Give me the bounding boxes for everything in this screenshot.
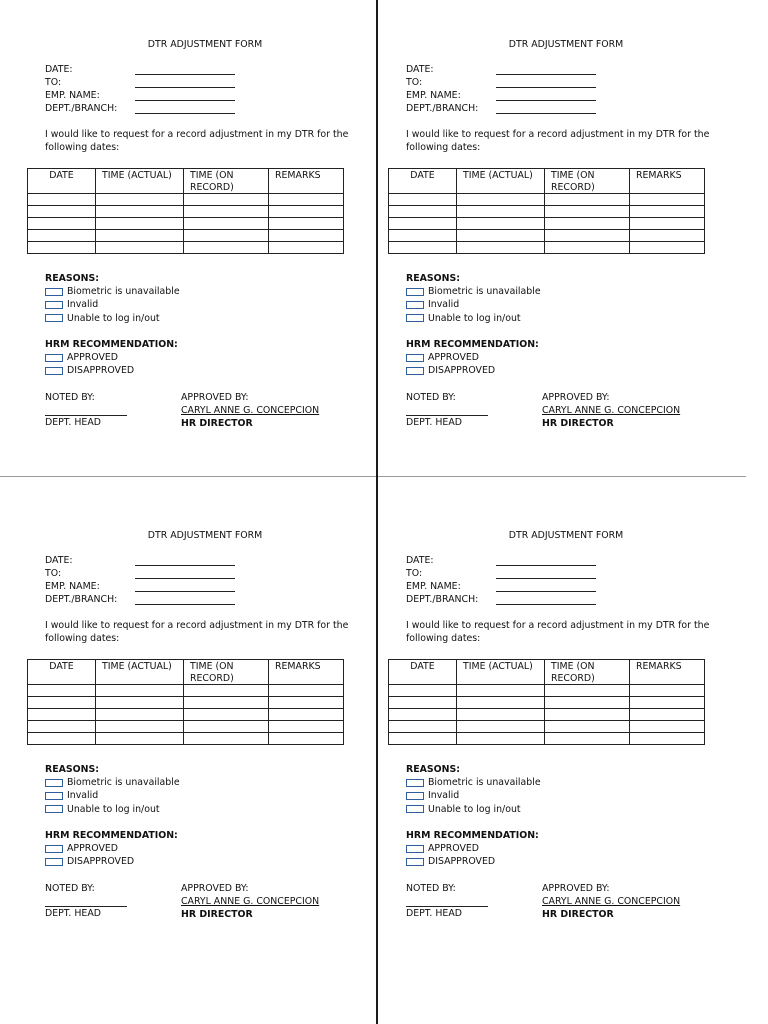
col-header-remarks: REMARKS [269,660,344,685]
reason-label-biometric: Biometric is unavailable [67,777,180,789]
table-cell[interactable] [96,685,184,697]
table-row [389,194,705,206]
reason-label-invalid: Invalid [428,790,460,802]
table-cell[interactable] [96,721,184,733]
adjustment-table [27,659,344,745]
checkbox-approved[interactable] [406,845,424,853]
table-row [389,697,705,709]
table-row [28,697,344,709]
table-row [389,709,705,721]
field-emp-name [406,580,596,593]
table-row [28,206,344,218]
table-row [28,218,344,230]
hrm-option-disapproved [45,364,365,377]
table-cell[interactable] [630,721,705,733]
table-cell[interactable] [545,697,630,709]
table-cell[interactable] [389,697,457,709]
table-cell[interactable] [269,721,344,733]
table-cell[interactable] [457,733,545,745]
approved-by-column [181,391,319,430]
vertical-cut-line [376,0,378,1024]
table-cell[interactable] [545,230,630,242]
table-cell[interactable] [630,206,705,218]
field-emp-name [45,89,235,102]
checkbox-invalid[interactable] [406,792,424,800]
table-cell[interactable] [184,206,269,218]
field-date [45,63,235,76]
field-to-label: TO: [406,77,423,88]
dept-head-label: DEPT. HEAD [45,908,101,919]
table-cell[interactable] [545,685,630,697]
table-cell[interactable] [184,242,269,254]
table-cell[interactable] [269,242,344,254]
table-cell[interactable] [28,685,96,697]
hrm-label-disapproved: DISAPPROVED [428,365,496,377]
table-cell[interactable] [28,218,96,230]
table-cell[interactable] [269,194,344,206]
field-dept-branch-line[interactable] [135,104,235,114]
table-cell[interactable] [630,242,705,254]
field-to [45,567,235,580]
table-row [28,230,344,242]
field-emp-name-line[interactable] [135,582,235,592]
table-header-row [389,169,705,194]
form-fields [45,63,235,115]
hrm-option-disapproved [45,855,365,868]
table-cell[interactable] [545,206,630,218]
form-title: DTR ADJUSTMENT FORM [147,530,263,541]
field-emp-name-label: EMP. NAME: [406,581,461,592]
field-emp-name [45,580,235,593]
table-cell[interactable] [269,230,344,242]
table-cell[interactable] [389,733,457,745]
table-cell[interactable] [28,697,96,709]
table-cell[interactable] [389,242,457,254]
reasons-title: REASONS: [45,764,99,775]
noted-by-column [45,391,127,429]
hrm-option-disapproved [406,855,726,868]
signature-block [406,391,726,431]
field-to-line[interactable] [496,78,596,88]
field-date-line[interactable] [496,65,596,75]
col-header-remarks: REMARKS [630,660,705,685]
table-cell[interactable] [184,721,269,733]
table-cell[interactable] [269,697,344,709]
field-dept-branch-label: DEPT./BRANCH: [406,594,479,605]
col-header-remarks: REMARKS [269,169,344,194]
checkbox-invalid[interactable] [45,301,63,309]
checkbox-disapproved[interactable] [45,858,63,866]
reason-option-unable-log [45,312,365,325]
form-title: DTR ADJUSTMENT FORM [508,530,624,541]
field-to [406,567,596,580]
table-cell[interactable] [389,218,457,230]
noted-by-signature-line[interactable] [45,404,127,416]
noted-by-label: NOTED BY: [406,883,456,894]
approver-title: HR DIRECTOR [542,418,614,429]
table-cell[interactable] [457,685,545,697]
adjustment-table [388,168,705,254]
reason-label-invalid: Invalid [67,299,99,311]
reasons-section [406,272,726,325]
noted-by-label: NOTED BY: [406,392,456,403]
checkbox-biometric[interactable] [406,779,424,787]
reason-option-invalid [406,789,726,802]
table-cell[interactable] [457,709,545,721]
table-cell[interactable] [269,733,344,745]
field-dept-branch-line[interactable] [496,595,596,605]
table-cell[interactable] [457,242,545,254]
checkbox-approved[interactable] [45,845,63,853]
col-header-remarks: REMARKS [630,169,705,194]
approver-title: HR DIRECTOR [181,418,253,429]
col-header-date: DATE [28,660,96,685]
table-row [389,230,705,242]
col-header-date: DATE [389,660,457,685]
col-header-time-record: TIME (ON RECORD) [545,660,630,685]
reason-option-biometric [406,285,726,298]
approved-by-label: APPROVED BY: [181,392,249,403]
field-to-label: TO: [406,568,423,579]
checkbox-unable-log[interactable] [406,805,424,813]
checkbox-unable-log[interactable] [406,314,424,322]
table-cell[interactable] [457,721,545,733]
table-cell[interactable] [630,709,705,721]
reason-option-invalid [45,298,365,311]
horizontal-cut-line-right [378,476,746,477]
field-emp-name-line[interactable] [496,91,596,101]
table-row [389,733,705,745]
field-emp-name-line[interactable] [135,91,235,101]
reasons-section [45,272,365,325]
field-emp-name-label: EMP. NAME: [45,581,100,592]
checkbox-invalid[interactable] [406,301,424,309]
hrm-option-approved [406,842,726,855]
table-cell[interactable] [184,733,269,745]
field-dept-branch [406,593,596,606]
hrm-recommendation-section [406,829,726,869]
field-dept-branch-line[interactable] [135,595,235,605]
reason-label-invalid: Invalid [67,790,99,802]
table-cell[interactable] [184,230,269,242]
table-cell[interactable] [457,697,545,709]
table-cell[interactable] [545,721,630,733]
col-header-time-record: TIME (ON RECORD) [545,169,630,194]
checkbox-unable-log[interactable] [45,805,63,813]
table-cell[interactable] [269,709,344,721]
field-emp-name-label: EMP. NAME: [45,90,100,101]
field-dept-branch-label: DEPT./BRANCH: [45,594,118,605]
hrm-recommendation-section [45,829,365,869]
field-date-label: DATE: [45,555,73,566]
table-row [389,242,705,254]
approved-by-label: APPROVED BY: [542,883,610,894]
noted-by-column [406,391,488,429]
request-intro-text: I would like to request for a record adjustment in my DTR for the following dates: [406,620,710,644]
adjustment-table [388,659,705,745]
approved-by-column [542,882,680,921]
field-date [406,554,596,567]
noted-by-signature-line[interactable] [406,404,488,416]
table-cell[interactable] [389,230,457,242]
reason-option-invalid [45,789,365,802]
table-header-row [28,169,344,194]
approver-name: CARYL ANNE G. CONCEPCION [542,896,681,907]
request-intro-text: I would like to request for a record adjustment in my DTR for the following dates: [45,620,349,644]
approver-name: CARYL ANNE G. CONCEPCION [181,405,320,416]
reason-label-invalid: Invalid [428,299,460,311]
table-cell[interactable] [28,242,96,254]
signature-block [406,882,726,922]
hrm-label-disapproved: DISAPPROVED [67,365,135,377]
table-cell[interactable] [389,206,457,218]
col-header-time-actual: TIME (ACTUAL) [457,660,545,685]
table-cell[interactable] [389,709,457,721]
table-cell[interactable] [28,230,96,242]
approved-by-column [181,882,319,921]
field-date-label: DATE: [406,64,434,75]
table-header-row [389,660,705,685]
table-row [389,218,705,230]
table-cell[interactable] [630,685,705,697]
table-cell[interactable] [630,733,705,745]
field-dept-branch-label: DEPT./BRANCH: [45,103,118,114]
table-cell[interactable] [96,242,184,254]
reasons-title: REASONS: [406,764,460,775]
reason-option-unable-log [406,312,726,325]
table-row [28,194,344,206]
hrm-option-approved [45,351,365,364]
table-cell[interactable] [28,206,96,218]
hrm-label-disapproved: DISAPPROVED [67,856,135,868]
reason-option-biometric [45,285,365,298]
hrm-option-approved [45,842,365,855]
field-date-line[interactable] [496,556,596,566]
field-to-label: TO: [45,568,62,579]
form-fields [45,554,235,606]
dept-head-label: DEPT. HEAD [406,908,462,919]
table-cell[interactable] [457,206,545,218]
field-emp-name-line[interactable] [496,582,596,592]
table-row [28,685,344,697]
reason-option-unable-log [45,803,365,816]
checkbox-disapproved[interactable] [406,858,424,866]
field-emp-name [406,89,596,102]
table-cell[interactable] [96,194,184,206]
field-dept-branch [45,102,235,115]
table-cell[interactable] [28,733,96,745]
field-date-line[interactable] [135,65,235,75]
table-cell[interactable] [96,697,184,709]
checkbox-invalid[interactable] [45,792,63,800]
field-date-label: DATE: [45,64,73,75]
table-cell[interactable] [630,194,705,206]
field-date-label: DATE: [406,555,434,566]
table-row [28,709,344,721]
reasons-section [406,763,726,816]
reasons-title: REASONS: [45,273,99,284]
table-cell[interactable] [269,218,344,230]
checkbox-biometric[interactable] [45,779,63,787]
field-to-line[interactable] [496,569,596,579]
noted-by-signature-line[interactable] [45,895,127,907]
field-emp-name-label: EMP. NAME: [406,90,461,101]
table-row [28,733,344,745]
horizontal-cut-line-left [0,476,376,477]
table-cell[interactable] [96,218,184,230]
table-cell[interactable] [545,218,630,230]
field-date-line[interactable] [135,556,235,566]
table-cell[interactable] [457,218,545,230]
noted-by-signature-line[interactable] [406,895,488,907]
hrm-label-approved: APPROVED [67,352,119,364]
table-row [28,721,344,733]
field-to-line[interactable] [135,569,235,579]
col-header-time-actual: TIME (ACTUAL) [96,660,184,685]
noted-by-column [45,882,127,920]
table-row [28,242,344,254]
signature-block [45,882,365,922]
form-title: DTR ADJUSTMENT FORM [147,39,263,50]
table-cell[interactable] [96,709,184,721]
hrm-title: HRM RECOMMENDATION: [45,830,178,841]
reason-label-unable-log: Unable to log in/out [428,803,521,815]
table-row [389,721,705,733]
field-dept-branch-line[interactable] [496,104,596,114]
reasons-title: REASONS: [406,273,460,284]
field-date [45,554,235,567]
hrm-label-disapproved: DISAPPROVED [428,856,496,868]
hrm-title: HRM RECOMMENDATION: [45,339,178,350]
checkbox-unable-log[interactable] [45,314,63,322]
field-to [406,76,596,89]
field-dept-branch [45,593,235,606]
checkbox-approved[interactable] [45,354,63,362]
table-cell[interactable] [389,685,457,697]
table-cell[interactable] [269,685,344,697]
checkbox-disapproved[interactable] [45,367,63,375]
dept-head-label: DEPT. HEAD [406,417,462,428]
reason-option-biometric [406,776,726,789]
col-header-date: DATE [28,169,96,194]
table-cell[interactable] [545,242,630,254]
col-header-time-actual: TIME (ACTUAL) [457,169,545,194]
table-cell[interactable] [184,709,269,721]
noted-by-label: NOTED BY: [45,883,95,894]
approved-by-label: APPROVED BY: [181,883,249,894]
form-fields [406,554,596,606]
col-header-time-record: TIME (ON RECORD) [184,660,269,685]
hrm-option-approved [406,351,726,364]
checkbox-disapproved[interactable] [406,367,424,375]
request-intro-text: I would like to request for a record adjustment in my DTR for the following dates: [406,129,710,153]
table-cell[interactable] [96,230,184,242]
table-row [389,685,705,697]
field-to [45,76,235,89]
hrm-label-approved: APPROVED [428,352,480,364]
noted-by-column [406,882,488,920]
request-intro-text: I would like to request for a record adjustment in my DTR for the following dates: [45,129,349,153]
approver-name: CARYL ANNE G. CONCEPCION [542,405,681,416]
hrm-label-approved: APPROVED [67,843,119,855]
hrm-title: HRM RECOMMENDATION: [406,830,539,841]
checkbox-approved[interactable] [406,354,424,362]
table-cell[interactable] [184,685,269,697]
table-header-row [28,660,344,685]
table-cell[interactable] [28,709,96,721]
approver-title: HR DIRECTOR [181,909,253,920]
noted-by-label: NOTED BY: [45,392,95,403]
table-cell[interactable] [545,709,630,721]
table-cell[interactable] [389,194,457,206]
col-header-date: DATE [389,169,457,194]
table-cell[interactable] [630,697,705,709]
table-cell[interactable] [184,194,269,206]
reason-label-unable-log: Unable to log in/out [67,803,160,815]
form-title: DTR ADJUSTMENT FORM [508,39,624,50]
hrm-recommendation-section [406,338,726,378]
hrm-label-approved: APPROVED [428,843,480,855]
hrm-recommendation-section [45,338,365,378]
reasons-section [45,763,365,816]
reason-label-unable-log: Unable to log in/out [428,312,521,324]
adjustment-table [27,168,344,254]
col-header-time-record: TIME (ON RECORD) [184,169,269,194]
table-cell[interactable] [184,218,269,230]
table-row [389,206,705,218]
field-date [406,63,596,76]
field-dept-branch-label: DEPT./BRANCH: [406,103,479,114]
approved-by-column [542,391,680,430]
reason-option-invalid [406,298,726,311]
field-dept-branch [406,102,596,115]
hrm-option-disapproved [406,364,726,377]
reason-option-biometric [45,776,365,789]
hrm-title: HRM RECOMMENDATION: [406,339,539,350]
table-cell[interactable] [630,218,705,230]
approved-by-label: APPROVED BY: [542,392,610,403]
reason-option-unable-log [406,803,726,816]
reason-label-biometric: Biometric is unavailable [428,777,541,789]
table-cell[interactable] [184,697,269,709]
table-cell[interactable] [96,206,184,218]
table-cell[interactable] [28,194,96,206]
table-cell[interactable] [545,733,630,745]
table-cell[interactable] [457,230,545,242]
form-fields [406,63,596,115]
reason-label-unable-log: Unable to log in/out [67,312,160,324]
approver-name: CARYL ANNE G. CONCEPCION [181,896,320,907]
reason-label-biometric: Biometric is unavailable [67,286,180,298]
table-cell[interactable] [630,230,705,242]
checkbox-biometric[interactable] [406,288,424,296]
checkbox-biometric[interactable] [45,288,63,296]
table-cell[interactable] [457,194,545,206]
dept-head-label: DEPT. HEAD [45,417,101,428]
reason-label-biometric: Biometric is unavailable [428,286,541,298]
col-header-time-actual: TIME (ACTUAL) [96,169,184,194]
table-cell[interactable] [96,733,184,745]
approver-title: HR DIRECTOR [542,909,614,920]
field-to-line[interactable] [135,78,235,88]
field-to-label: TO: [45,77,62,88]
table-cell[interactable] [545,194,630,206]
table-cell[interactable] [269,206,344,218]
table-cell[interactable] [389,721,457,733]
table-cell[interactable] [28,721,96,733]
signature-block [45,391,365,431]
